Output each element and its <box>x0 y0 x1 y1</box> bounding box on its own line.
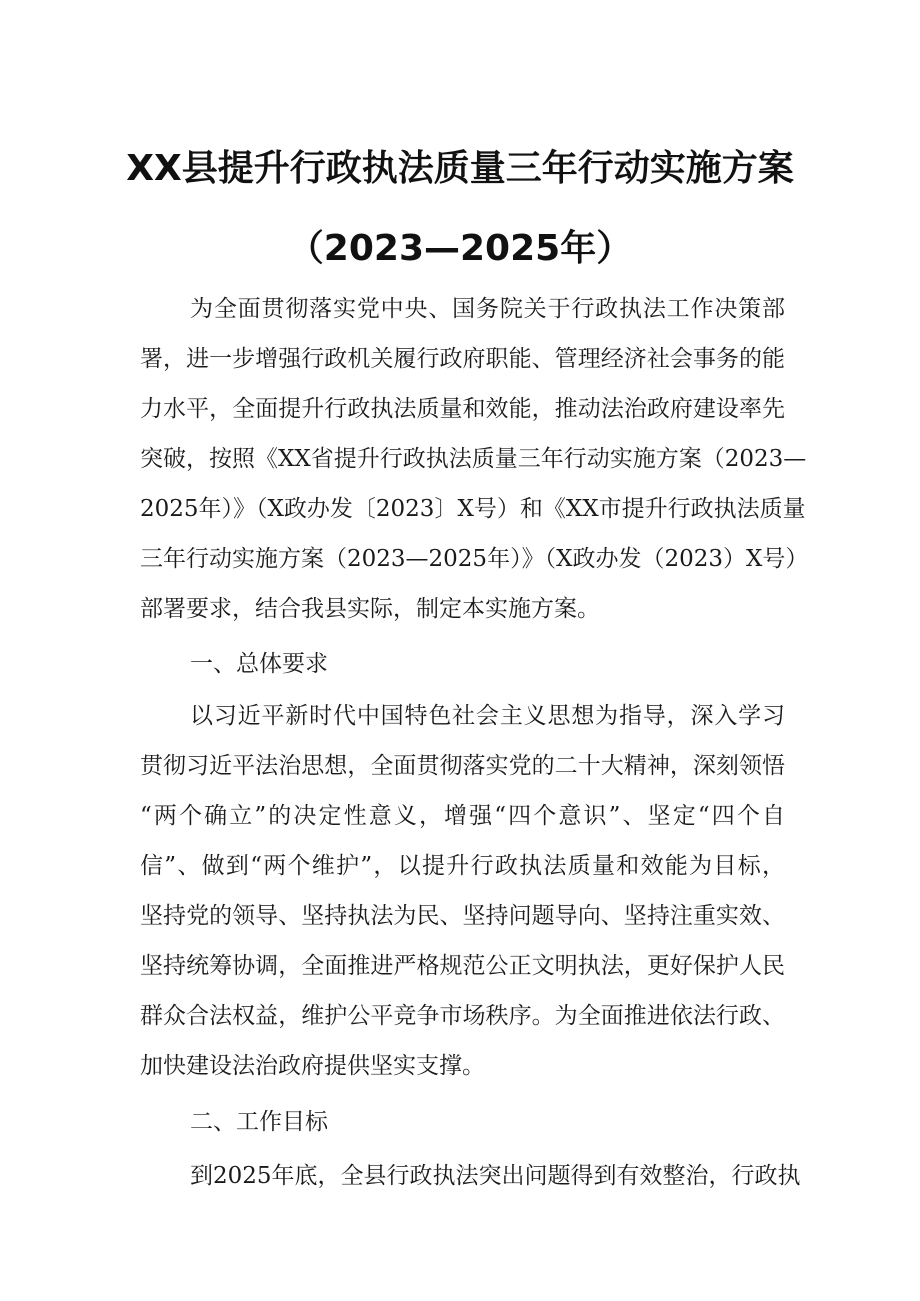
document-title: XX县提升行政执法质量三年行动实施方案 <box>126 148 794 189</box>
paragraph-line: 信”、做到“两个维护”，以提升行政执法质量和效能为目标， <box>140 853 785 879</box>
paragraph-line: 坚持党的领导、坚持执法为民、坚持问题导向、坚持注重实效、 <box>140 903 785 929</box>
paragraph-line: 到2025年底，全县行政执法突出问题得到有效整治，行政执 <box>190 1163 801 1189</box>
paragraph-line: 群众合法权益，维护公平竞争市场秩序。为全面推进依法行政、 <box>140 1003 785 1029</box>
paragraph-line: 三年行动实施方案（2023—2025年）》（X政办发（2023）X号） <box>140 546 809 572</box>
paragraph-line: 坚持统筹协调，全面推进严格规范公正文明执法，更好保护人民 <box>140 953 785 979</box>
paragraph-line: 部署要求，结合我县实际，制定本实施方案。 <box>140 596 600 622</box>
section-heading-general-requirements: 一、总体要求 <box>190 651 328 677</box>
paragraph-line: 贯彻习近平法治思想，全面贯彻落实党的二十大精神，深刻领悟 <box>140 753 785 779</box>
document-subtitle: （2023—2025年） <box>287 228 633 269</box>
paragraph-line: 突破，按照《XX省提升行政执法质量三年行动实施方案（2023— <box>140 446 807 472</box>
paragraph-line: 力水平，全面提升行政执法质量和效能，推动法治政府建设率先 <box>140 396 785 422</box>
paragraph-line: 为全面贯彻落实党中央、国务院关于行政执法工作决策部 <box>190 296 785 322</box>
paragraph-line: 署，进一步增强行政机关履行政府职能、管理经济社会事务的能 <box>140 346 785 372</box>
paragraph-line: 加快建设法治政府提供坚实支撑。 <box>140 1053 485 1079</box>
section-heading-work-goals: 二、工作目标 <box>190 1109 328 1135</box>
paragraph-line: 2025年）》（X政办发〔2023〕X号）和《XX市提升行政执法质量 <box>140 496 806 522</box>
paragraph-line: “两个确立”的决定性意义，增强“四个意识”、坚定“四个自 <box>140 803 785 829</box>
paragraph-line: 以习近平新时代中国特色社会主义思想为指导，深入学习 <box>190 703 785 729</box>
